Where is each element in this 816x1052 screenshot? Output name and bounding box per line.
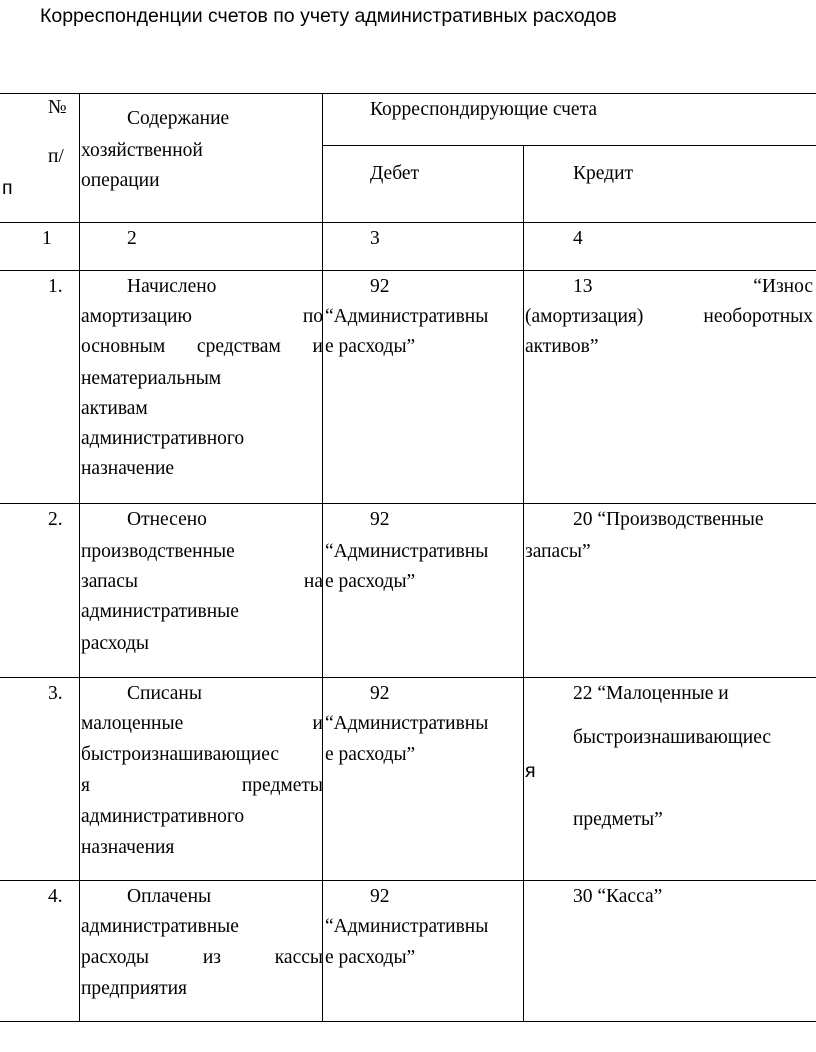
row2-content-4: административные [81, 601, 239, 622]
colnum-bottom-line [0, 270, 816, 271]
row2-debit-3: е расходы” [325, 571, 416, 592]
row2-credit-1: 20 “Производственные [573, 509, 764, 530]
header-credit: Кредит [573, 163, 634, 184]
header-content-line-3: операции [81, 170, 160, 191]
row3-credit-4: предметы” [573, 809, 663, 830]
row3-content-3: быстроизнашивающиес [81, 744, 280, 765]
row4-content-1: Оплачены [127, 886, 212, 907]
row2-content-1: Отнесено [127, 509, 207, 530]
row3-bottom-line [0, 880, 816, 881]
row3-content-1: Списаны [127, 683, 202, 704]
col3-right-line [523, 145, 524, 1022]
row3-credit-2: быстроизнашивающиес [573, 727, 772, 748]
row1-credit-3: активов” [525, 336, 599, 357]
colnum-4: 4 [573, 228, 583, 249]
row4-debit-3: е расходы” [325, 947, 416, 968]
row4-content-4: предприятия [81, 978, 188, 999]
row1-credit-2: (амортизация) необоротных [525, 306, 813, 327]
row1-content-3: основным средствам и [81, 336, 323, 357]
row3-credit-3: я [525, 760, 536, 782]
header-bottom-line [0, 222, 816, 223]
row2-bottom-line [0, 677, 816, 678]
row1-debit-1: 92 [370, 276, 390, 297]
row4-content-2: административные [81, 916, 239, 937]
row4-debit-2: “Административны [325, 916, 489, 937]
page-title: Корреспонденции счетов по учету административных расходов [40, 5, 617, 27]
row3-content-2: малоценные и [81, 713, 323, 734]
row4-content-3: расходы из кассы [81, 947, 323, 968]
row3-debit-1: 92 [370, 683, 390, 704]
col1-right-line [79, 93, 80, 1022]
row3-content-6: назначения [81, 837, 175, 858]
row3-content-4: я предметы [81, 775, 323, 796]
row1-content-6: административного [81, 428, 245, 449]
row1-content-7: назначение [81, 458, 175, 479]
row1-content-4: нематериальным [81, 368, 222, 389]
row2-debit-1: 92 [370, 509, 390, 530]
colnum-2: 2 [127, 228, 137, 249]
header-content-line-1: Содержание [127, 108, 230, 129]
header-num-top: № [48, 97, 67, 118]
row1-content-1: Начислено [127, 276, 217, 297]
colnum-1: 1 [42, 228, 52, 249]
header-debit: Дебет [370, 163, 420, 184]
row4-debit-1: 92 [370, 886, 390, 907]
row3-content-5: административного [81, 806, 245, 827]
col2-right-line [322, 93, 323, 1022]
row3-debit-2: “Административны [325, 713, 489, 734]
row1-bottom-line [0, 503, 816, 504]
header-content-line-2: хозяйственной [81, 140, 203, 161]
header-num-mid: п/ [48, 146, 64, 167]
row1-content-5: активам [81, 398, 148, 419]
row1-debit-2: “Административны [325, 306, 489, 327]
row1-credit-1: 13 “Износ [573, 276, 813, 297]
row2-content-3: запасы на [81, 571, 323, 592]
row1-num: 1. [48, 276, 63, 297]
header-num-bot: п [2, 177, 13, 199]
row4-credit-1: 30 “Касса” [573, 886, 663, 907]
row2-content-2: производственные [81, 541, 235, 562]
row2-debit-2: “Административны [325, 541, 489, 562]
row3-debit-3: е расходы” [325, 744, 416, 765]
header-accounts: Корреспондирующие счета [370, 99, 597, 120]
row3-num: 3. [48, 683, 63, 704]
header-split-line [322, 145, 816, 146]
row2-credit-2: запасы” [525, 541, 591, 562]
row1-content-2: амортизацию по [81, 306, 323, 327]
table-border-top [0, 93, 816, 94]
row1-debit-3: е расходы” [325, 336, 416, 357]
colnum-3: 3 [370, 228, 380, 249]
row3-credit-1: 22 “Малоценные и [573, 683, 729, 704]
row2-content-5: расходы [81, 633, 150, 654]
table-border-bottom [0, 1021, 816, 1022]
row2-num: 2. [48, 509, 63, 530]
row4-num: 4. [48, 886, 63, 907]
